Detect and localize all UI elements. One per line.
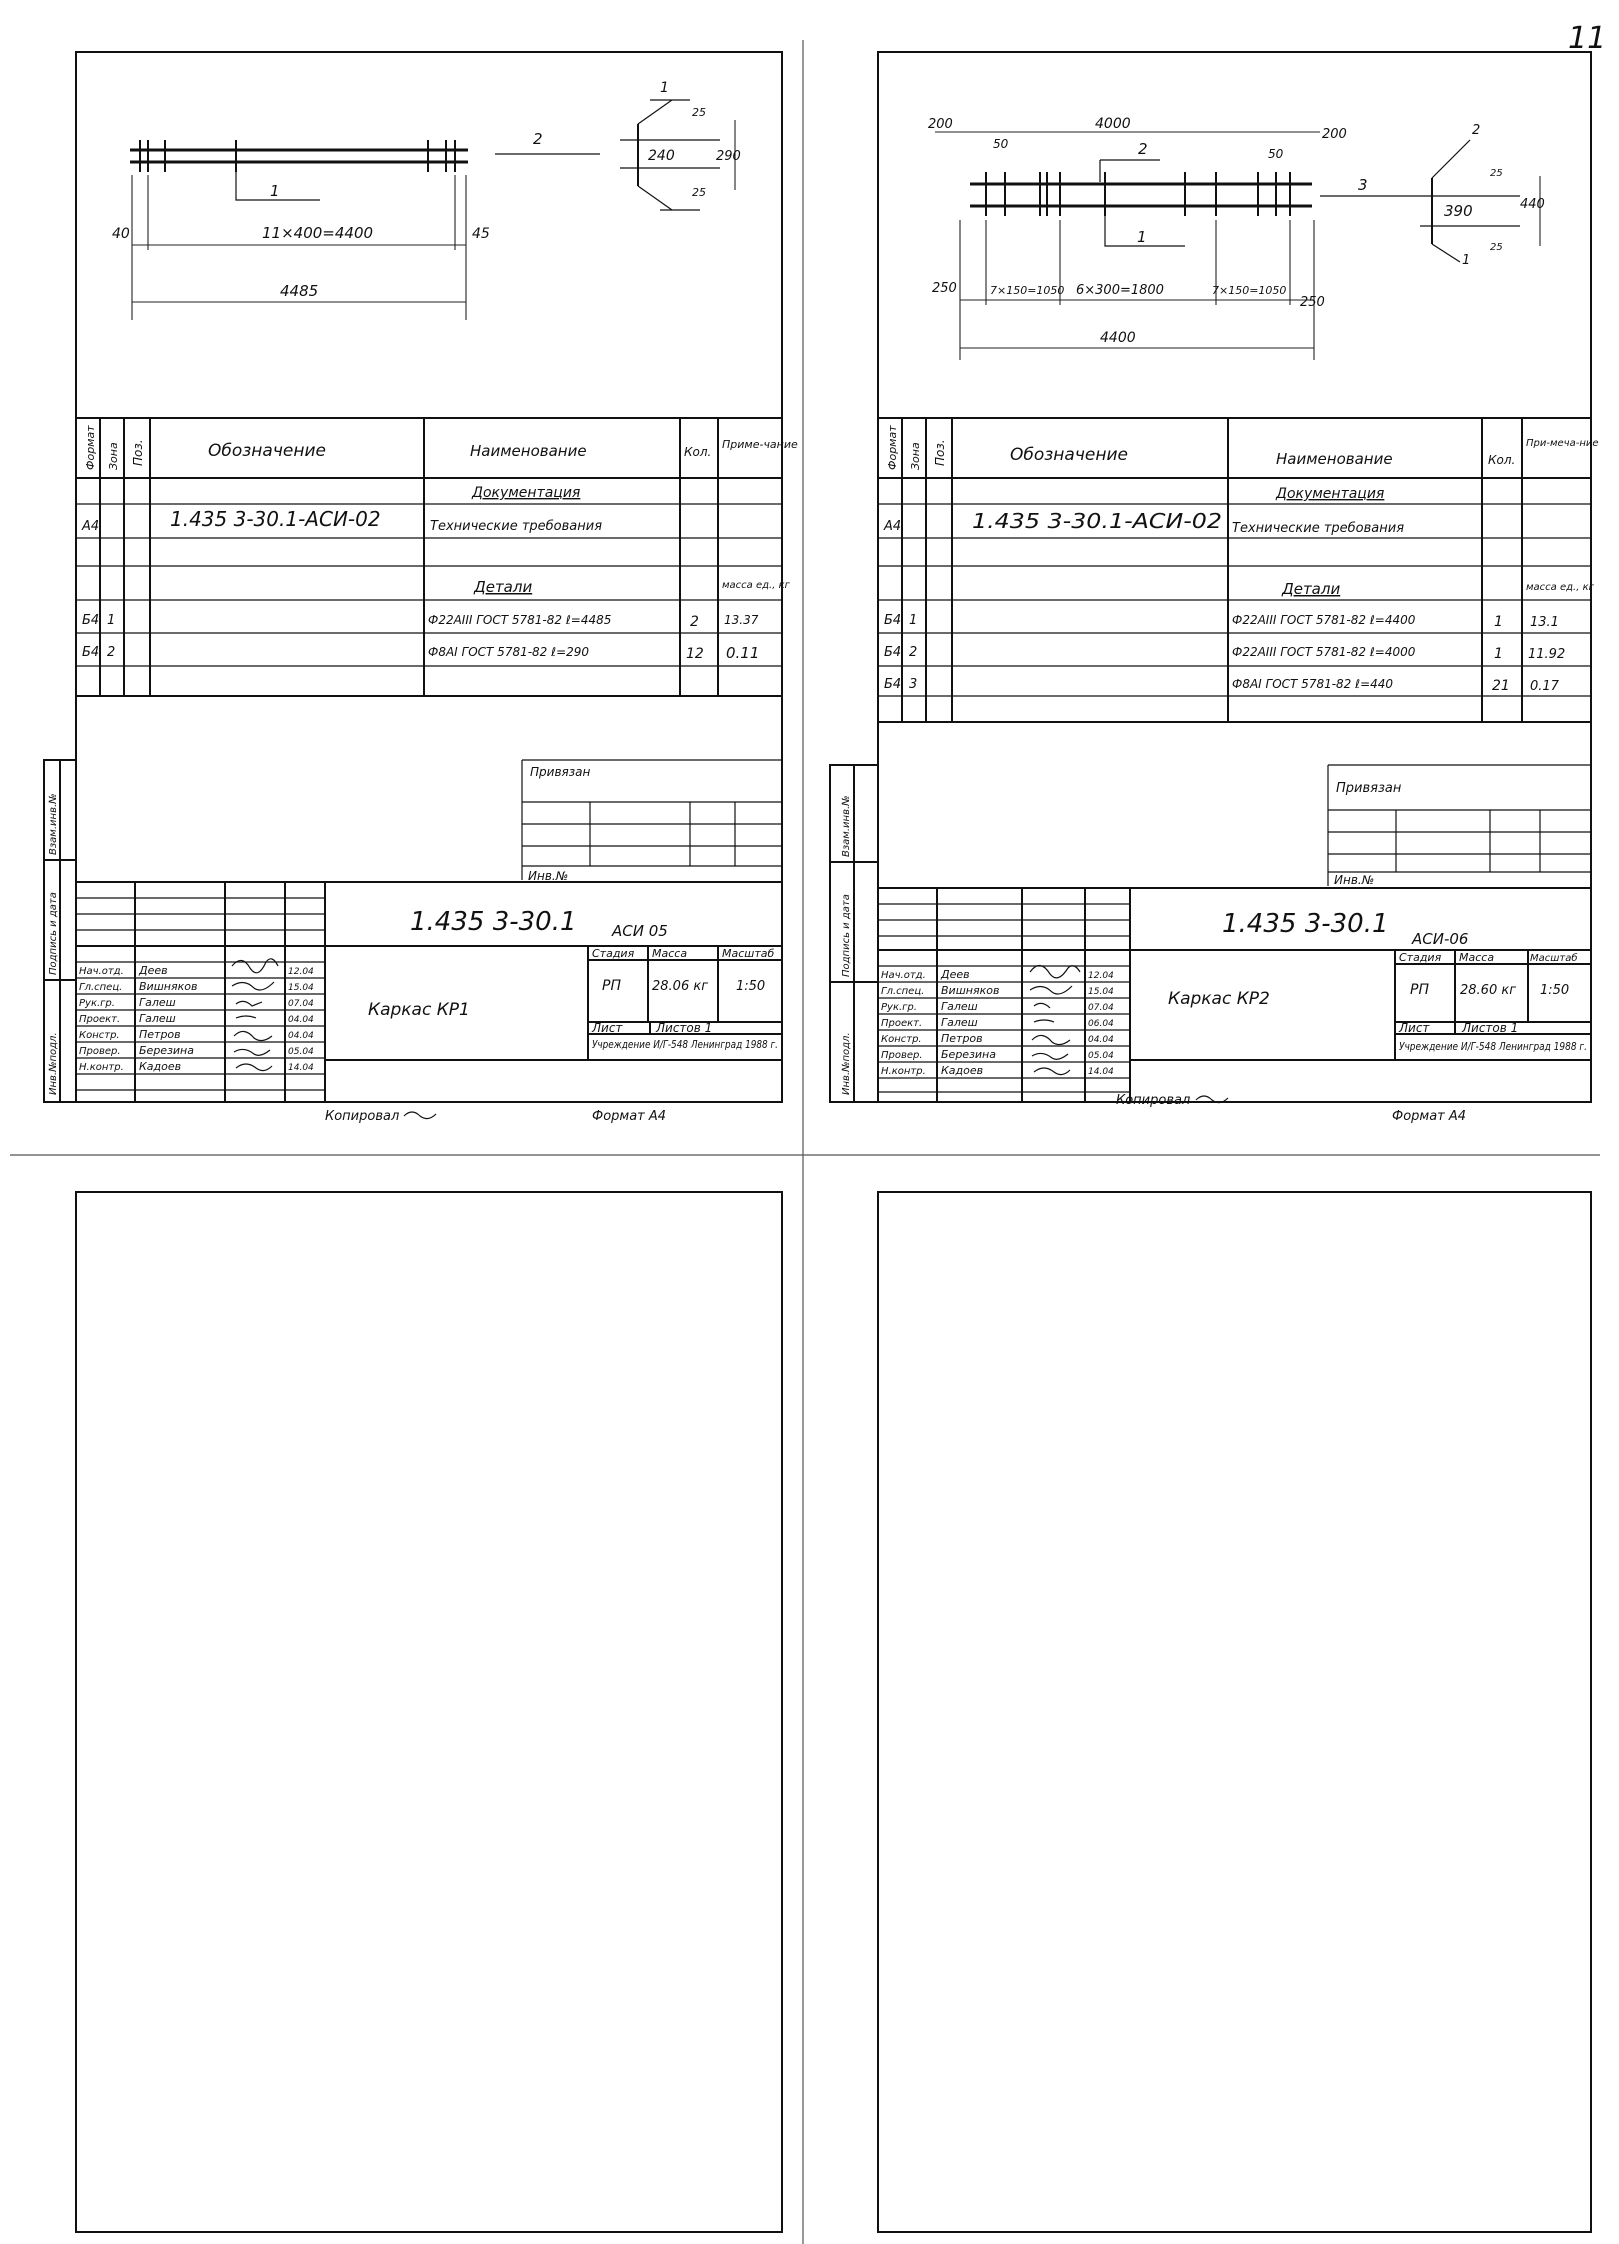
row-3-qty: 21 xyxy=(1492,678,1510,694)
person-role: Н.контр. xyxy=(79,1062,124,1073)
sheet-2-rebar-drawing xyxy=(928,116,1545,360)
sheet-2 xyxy=(830,52,1599,1124)
person-role: Рук.гр. xyxy=(881,1002,917,1013)
row-2-format: Б4 xyxy=(82,645,100,660)
side-label-inv: Инв.№подл. xyxy=(48,1032,59,1095)
header-designation: Обозначение xyxy=(208,441,326,461)
drawing-title: Каркас КР2 xyxy=(1168,989,1270,1009)
section-leader xyxy=(638,100,672,124)
stage-value: РП xyxy=(1410,982,1429,998)
header-qty: Кол. xyxy=(684,445,712,459)
stage-header: Стадия xyxy=(592,947,635,960)
person-role: Рук.гр. xyxy=(79,998,115,1009)
person-date: 12.04 xyxy=(288,967,314,977)
privyazan-label: Привязан xyxy=(530,765,591,779)
section-cover-top: 25 xyxy=(1490,168,1503,179)
row-0-designation: 1.435 3-30.1-АСИ-02 xyxy=(170,507,381,531)
side-label-inv: Инв.№подл. xyxy=(841,1032,852,1095)
person-name: Петров xyxy=(941,1032,983,1045)
signature xyxy=(234,1031,272,1040)
right-ext-label: 200 xyxy=(1322,127,1347,142)
header-zone: Зона xyxy=(909,442,922,470)
row-1-name: Ф22АIII ГОСТ 5781-82 ℓ=4400 xyxy=(1232,613,1416,627)
signature xyxy=(236,1001,262,1006)
row-3-format: Б4 xyxy=(884,677,902,692)
header-format: Формат xyxy=(886,425,899,470)
side-label-replace: Взам.инв.№ xyxy=(48,793,59,855)
left-offset-label: 40 xyxy=(112,226,130,242)
signature xyxy=(1030,986,1072,994)
right-offset-label: 50 xyxy=(1268,147,1284,161)
header-format: Формат xyxy=(84,425,97,470)
inv-no-label: Инв.№ xyxy=(1334,873,1375,887)
row-2-name: Ф22АIII ГОСТ 5781-82 ℓ=4000 xyxy=(1232,645,1416,659)
sheet-2-side-stamp xyxy=(830,765,878,1102)
doc-suffix: АСИ 05 xyxy=(612,922,668,940)
row-1-pos: 1 xyxy=(909,613,918,628)
row-0-designation: 1.435 3-30.1-АСИ-02 xyxy=(972,509,1222,533)
spacing-right-label: 7×150=1050 xyxy=(1212,284,1287,297)
copied-label: Копировал xyxy=(1116,1093,1191,1108)
section-cover-bottom: 25 xyxy=(1490,242,1503,253)
pos-2-label: 2 xyxy=(533,130,543,148)
signature xyxy=(1034,1020,1054,1022)
row-0-name: Технические требования xyxy=(430,519,603,534)
org-label: Учреждение И/Г-548 Ленинград 1988 г. xyxy=(1399,1040,1587,1053)
section-height-label: 440 xyxy=(1520,197,1545,212)
signature xyxy=(1032,1035,1070,1044)
bottom-right-label: 250 xyxy=(1300,295,1325,310)
sheet-1-title-block xyxy=(76,882,782,1102)
row-3-name: Ф8АI ГОСТ 5781-82 ℓ=440 xyxy=(1232,677,1394,691)
row-1-note: 13.1 xyxy=(1530,615,1559,630)
sheet-1 xyxy=(44,52,798,1124)
person-name: Галеш xyxy=(941,1016,978,1029)
doc-suffix: АСИ-06 xyxy=(1412,930,1469,948)
row-2-format: Б4 xyxy=(884,645,902,660)
person-name: Березина xyxy=(139,1044,194,1057)
sheet-2-section xyxy=(1420,123,1545,268)
signature xyxy=(1032,1053,1068,1059)
person-date: 15.04 xyxy=(1088,987,1114,997)
person-date: 07.04 xyxy=(1088,1003,1114,1013)
privyazan-label: Привязан xyxy=(1336,781,1402,796)
total-length-label: 4400 xyxy=(1100,330,1136,346)
person-date: 14.04 xyxy=(1088,1067,1114,1077)
person-name: Вишняков xyxy=(941,984,1000,997)
row-1-qty: 1 xyxy=(1494,614,1503,630)
side-label-sign: Подпись и дата xyxy=(48,892,59,975)
row-0-format: А4 xyxy=(884,519,902,534)
sheet-2-spec-table xyxy=(878,418,1599,722)
signature xyxy=(1030,965,1080,977)
person-name: Галеш xyxy=(139,1012,176,1025)
pos-1-label: 1 xyxy=(270,182,280,200)
people-list xyxy=(881,968,1114,1077)
left-ext-label: 200 xyxy=(928,117,953,132)
header-pos: Поз. xyxy=(933,439,947,466)
person-role: Гл.спец. xyxy=(881,986,925,997)
sheet-1-rebar-drawing xyxy=(112,80,741,320)
sheets-label: Листов 1 xyxy=(1462,1021,1519,1035)
people-list xyxy=(79,964,314,1073)
section-cover-top: 25 xyxy=(692,106,706,119)
row-2-note: 0.11 xyxy=(726,644,760,662)
section-parts: Детали xyxy=(474,578,533,596)
row-2-pos: 2 xyxy=(909,645,918,660)
section-pos-top: 2 xyxy=(1472,123,1481,138)
signature xyxy=(236,1064,272,1071)
sheet-1-side-stamp xyxy=(44,760,76,1102)
section-leader xyxy=(1432,140,1470,178)
drawing-title: Каркас КР1 xyxy=(368,1000,470,1020)
person-name: Галеш xyxy=(139,996,176,1009)
signature xyxy=(1034,1003,1050,1008)
corner-mark: 11 xyxy=(1568,21,1607,56)
header-name: Наименование xyxy=(470,442,587,460)
mass-value: 28.60 кг xyxy=(1460,983,1517,998)
person-name: Кадоев xyxy=(139,1060,182,1073)
format-label: Формат А4 xyxy=(1392,1109,1467,1124)
person-name: Березина xyxy=(941,1048,996,1061)
section-width-label: 240 xyxy=(648,148,675,164)
person-date: 12.04 xyxy=(1088,971,1114,981)
scale-header: Масштаб xyxy=(1530,953,1578,964)
row-2-qty: 12 xyxy=(686,646,704,662)
row-2-note: 11.92 xyxy=(1528,647,1566,662)
stage-value: РП xyxy=(602,978,621,994)
spacing-label: 11×400=4400 xyxy=(262,224,374,242)
signature xyxy=(232,959,278,973)
pos-2-label: 2 xyxy=(1138,140,1148,158)
row-1-pos: 1 xyxy=(107,613,116,628)
signature xyxy=(404,1112,436,1119)
stage-header: Стадия xyxy=(1399,951,1442,964)
person-role: Нач.отд. xyxy=(79,966,124,977)
person-name: Вишняков xyxy=(139,980,198,993)
row-2-name: Ф8АI ГОСТ 5781-82 ℓ=290 xyxy=(428,645,590,659)
spacing-left-label: 7×150=1050 xyxy=(990,284,1065,297)
person-date: 04.04 xyxy=(288,1015,314,1025)
signature xyxy=(1034,1068,1070,1075)
sheet-label: Лист xyxy=(1399,1021,1430,1035)
person-date: 04.04 xyxy=(288,1031,314,1041)
total-length-label: 4485 xyxy=(280,282,319,300)
section-pos-bottom: 1 xyxy=(1462,253,1471,268)
row-2-qty: 1 xyxy=(1494,646,1503,662)
section-leader xyxy=(1432,244,1460,262)
spacing-mid-label: 6×300=1800 xyxy=(1076,283,1164,298)
mass-value: 28.06 кг xyxy=(652,979,709,994)
row-0-name: Технические требования xyxy=(1232,521,1405,536)
sheet-2-frame xyxy=(878,52,1591,1102)
sheets-label: Листов 1 xyxy=(656,1021,713,1035)
person-role: Н.контр. xyxy=(881,1066,926,1077)
person-name: Кадоев xyxy=(941,1064,984,1077)
header-pos: Поз. xyxy=(131,439,145,466)
person-role: Нач.отд. xyxy=(881,970,926,981)
section-documentation: Документация xyxy=(472,485,581,501)
scale-header: Масштаб xyxy=(722,947,775,960)
sheet-1-spec-table xyxy=(76,418,798,696)
section-documentation: Документация xyxy=(1276,486,1385,502)
header-zone: Зона xyxy=(107,442,120,470)
org-label: Учреждение И/Г-548 Ленинград 1988 г. xyxy=(592,1038,778,1051)
blank-sheet-3 xyxy=(76,1192,782,2232)
signature xyxy=(234,1049,270,1055)
section-pos-label: 1 xyxy=(660,80,669,96)
person-role: Констр. xyxy=(881,1034,922,1045)
pos-1-label: 1 xyxy=(1137,228,1147,246)
main-length-label: 4000 xyxy=(1095,116,1131,132)
header-qty: Кол. xyxy=(1488,453,1516,467)
row-0-format: А4 xyxy=(82,519,100,534)
header-note: При-меча-ние xyxy=(1526,438,1599,449)
row-3-pos: 3 xyxy=(909,677,918,692)
mass-header: Масса xyxy=(1459,951,1495,964)
section-width-label: 390 xyxy=(1444,202,1473,220)
person-name: Деев xyxy=(139,964,168,977)
person-role: Провер. xyxy=(881,1050,923,1061)
row-1-note: 13.37 xyxy=(724,613,759,627)
bottom-left-label: 250 xyxy=(932,281,957,296)
mass-note: масса ед., кг xyxy=(722,580,790,591)
scale-value: 1:50 xyxy=(1540,983,1570,998)
person-role: Констр. xyxy=(79,1030,120,1041)
person-date: 04.04 xyxy=(1088,1035,1114,1045)
section-leader xyxy=(638,186,672,210)
blank-sheet-4 xyxy=(878,1192,1591,2232)
person-name: Деев xyxy=(941,968,970,981)
sheet-2-privyazan-block xyxy=(1328,765,1591,887)
copied-label: Копировал xyxy=(325,1109,400,1124)
doc-code: 1.435 3-30.1 xyxy=(410,907,577,937)
person-date: 06.04 xyxy=(1088,1019,1114,1029)
signature xyxy=(236,1016,256,1018)
person-date: 05.04 xyxy=(288,1047,314,1057)
row-1-format: Б4 xyxy=(884,613,902,628)
person-date: 07.04 xyxy=(288,999,314,1009)
section-height-label: 290 xyxy=(716,149,741,164)
person-date: 14.04 xyxy=(288,1063,314,1073)
right-offset-label: 45 xyxy=(472,226,490,242)
person-name: Петров xyxy=(139,1028,181,1041)
sheet-label: Лист xyxy=(592,1021,623,1035)
format-label: Формат А4 xyxy=(592,1109,667,1124)
person-date: 15.04 xyxy=(288,983,314,993)
header-name: Наименование xyxy=(1276,450,1393,468)
side-label-replace: Взам.инв.№ xyxy=(841,795,852,857)
doc-code: 1.435 3-30.1 xyxy=(1222,909,1389,939)
row-2-pos: 2 xyxy=(107,645,116,660)
row-3-note: 0.17 xyxy=(1530,679,1559,694)
scale-value: 1:50 xyxy=(736,979,766,994)
row-1-format: Б4 xyxy=(82,613,100,628)
sheet-2-title-block xyxy=(878,888,1591,1102)
pos-3-label: 3 xyxy=(1358,176,1368,194)
signature xyxy=(232,982,274,990)
section-cover-bottom: 25 xyxy=(692,186,706,199)
person-name: Галеш xyxy=(941,1000,978,1013)
inv-no-label: Инв.№ xyxy=(528,869,569,883)
header-note: Приме-чание xyxy=(722,438,798,451)
person-date: 05.04 xyxy=(1088,1051,1114,1061)
mass-header: Масса xyxy=(652,947,688,960)
person-role: Гл.спец. xyxy=(79,982,123,993)
header-designation: Обозначение xyxy=(1010,445,1128,465)
side-label-sign: Подпись и дата xyxy=(841,894,852,977)
sheet-1-section xyxy=(620,80,741,210)
sheet-1-privyazan-block xyxy=(522,760,782,883)
row-1-qty: 2 xyxy=(690,614,699,630)
person-role: Проект. xyxy=(881,1018,923,1029)
person-role: Провер. xyxy=(79,1046,121,1057)
mass-note: масса ед., кг xyxy=(1526,582,1594,593)
row-1-name: Ф22АIII ГОСТ 5781-82 ℓ=4485 xyxy=(428,613,612,627)
person-role: Проект. xyxy=(79,1014,121,1025)
left-offset-label: 50 xyxy=(993,137,1009,151)
section-parts: Детали xyxy=(1282,580,1341,598)
